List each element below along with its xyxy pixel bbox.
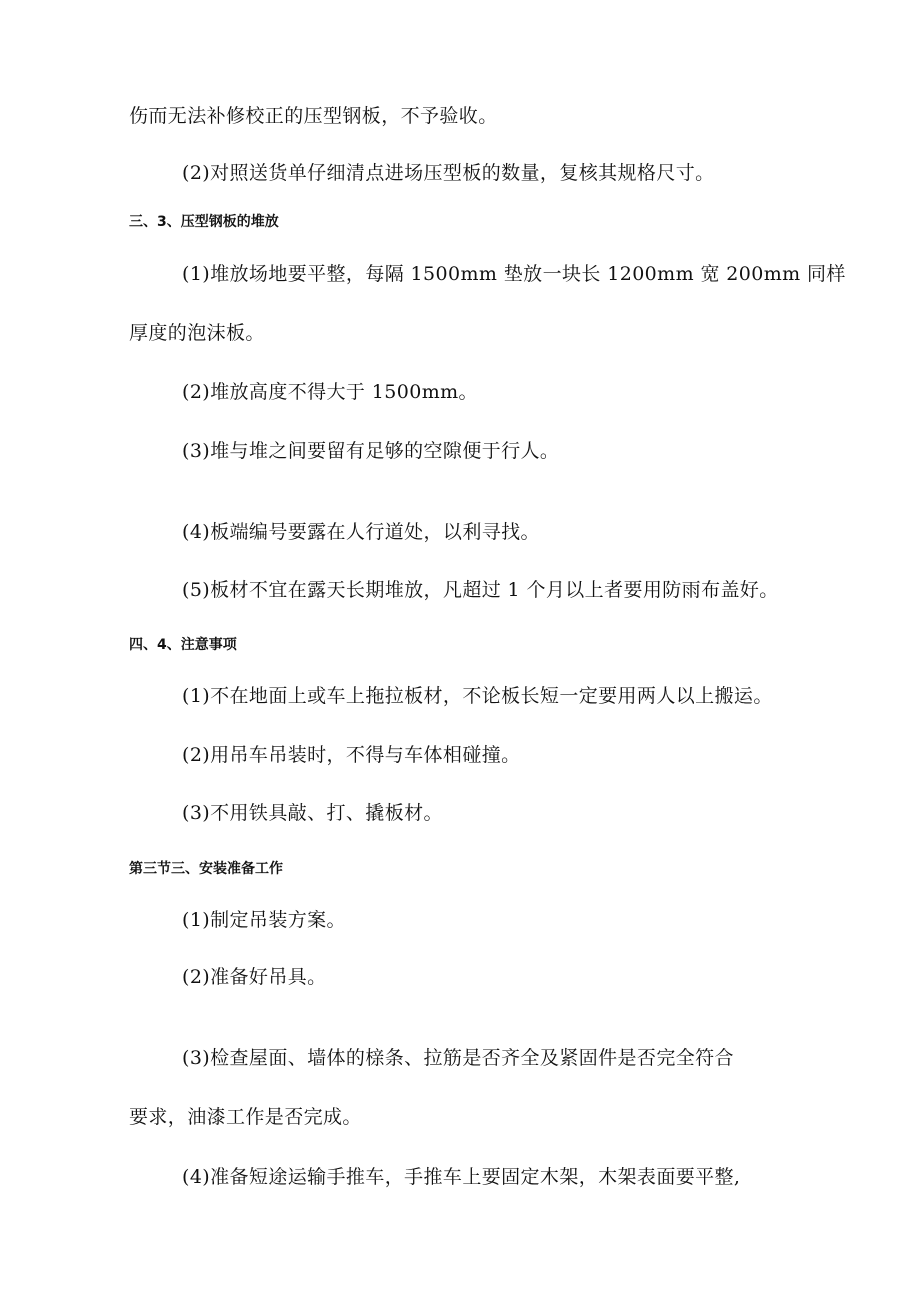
paragraph-line: (3)堆与堆之间要留有足够的空隙便于行人。 [182, 440, 560, 462]
paragraph-line: (5)板材不宜在露天长期堆放，凡超过 1 个月以上者要用防雨布盖好。 [182, 579, 779, 601]
section-heading: 三、3、压型钢板的堆放 [129, 214, 279, 230]
paragraph-line: (4)板端编号要露在人行道处，以利寻找。 [182, 521, 540, 543]
paragraph-line: (1)不在地面上或车上拖拉板材，不论板长短一定要用两人以上搬运。 [182, 685, 773, 707]
paragraph-line: (2)用吊车吊装时，不得与车体相碰撞。 [182, 744, 521, 766]
paragraph-line: 要求，油漆工作是否完成。 [129, 1106, 362, 1128]
paragraph-line: (2)堆放高度不得大于 1500mm。 [182, 381, 478, 403]
paragraph-line: 伤而无法补修校正的压型钢板，不予验收。 [129, 105, 498, 127]
paragraph-line: (4)准备短途运输手推车，手推车上要固定木架，木架表面要平整, [182, 1166, 741, 1188]
paragraph-line: (2)对照送货单仔细清点进场压型板的数量，复核其规格尺寸。 [182, 162, 715, 184]
section-heading: 第三节三、安装准备工作 [129, 861, 283, 877]
paragraph-line: (1)制定吊装方案。 [182, 909, 346, 931]
paragraph-line: 厚度的泡沫板。 [129, 322, 265, 344]
section-heading: 四、4、注意事项 [129, 637, 237, 653]
paragraph-line: (3)不用铁具敲、打、撬板材。 [182, 802, 443, 824]
paragraph-line: (1)堆放场地要平整，每隔 1500mm 垫放一块长 1200mm 宽 200mm 同样 [182, 263, 846, 285]
paragraph-line: (2)准备好吊具。 [182, 966, 327, 988]
paragraph-line: (3)检查屋面、墙体的榇条、拉筋是否齐全及紧固件是否完全符合 [182, 1047, 734, 1069]
